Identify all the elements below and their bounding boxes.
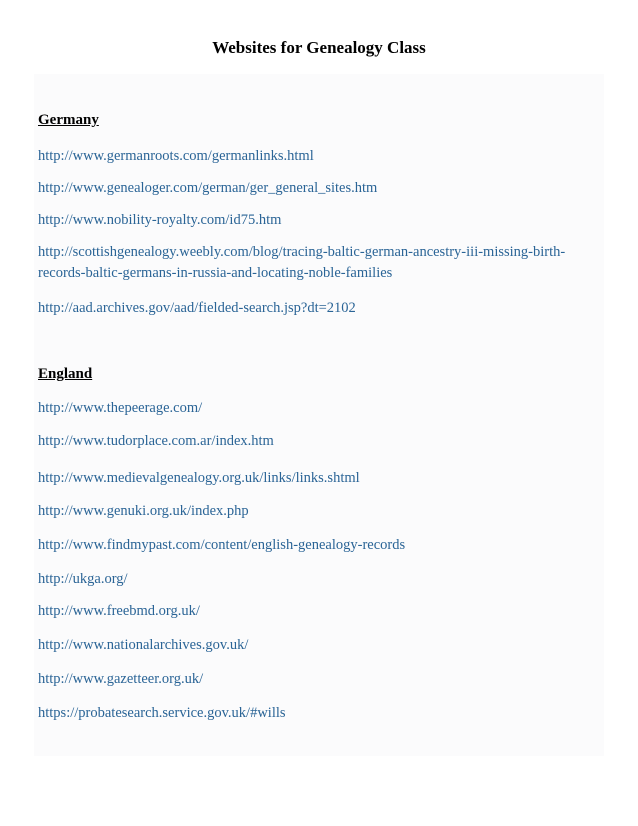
link-scottishgenealogy[interactable]: http://scottishgenealogy.weebly.com/blog/tracing-baltic-german-ancestry-iii-missing-birth-records-baltic-germans-in-russia-and-locating-noble-families xyxy=(38,244,566,281)
link-probatesearch[interactable]: https://probatesearch.service.gov.uk/#wills xyxy=(38,705,286,721)
section-heading-england: England xyxy=(38,366,93,382)
link-genuki[interactable]: http://www.genuki.org.uk/index.php xyxy=(38,503,249,519)
link-thepeerage[interactable]: http://www.thepeerage.com/ xyxy=(38,400,203,416)
link-gazetteer[interactable]: http://www.gazetteer.org.uk/ xyxy=(38,671,204,687)
link-nobility-royalty[interactable]: http://www.nobility-royalty.com/id75.htm xyxy=(38,212,282,228)
section-heading-germany: Germany xyxy=(38,112,99,128)
link-aad-archives[interactable]: http://aad.archives.gov/aad/fielded-search.jsp?dt=2102 xyxy=(38,300,356,316)
link-freebmd[interactable]: http://www.freebmd.org.uk/ xyxy=(38,603,200,619)
page-title: Websites for Genealogy Class xyxy=(212,38,426,57)
link-nationalarchives[interactable]: http://www.nationalarchives.gov.uk/ xyxy=(38,637,249,653)
link-tudorplace[interactable]: http://www.tudorplace.com.ar/index.htm xyxy=(38,433,274,449)
link-findmypast[interactable]: http://www.findmypast.com/content/english-genealogy-records xyxy=(38,537,406,553)
link-medievalgenealogy[interactable]: http://www.medievalgenealogy.org.uk/links/links.shtml xyxy=(38,470,360,486)
link-ukga[interactable]: http://ukga.org/ xyxy=(38,571,128,587)
link-genealoger[interactable]: http://www.genealoger.com/german/ger_general_sites.htm xyxy=(38,180,378,196)
link-germanroots[interactable]: http://www.germanroots.com/germanlinks.html xyxy=(38,148,314,164)
